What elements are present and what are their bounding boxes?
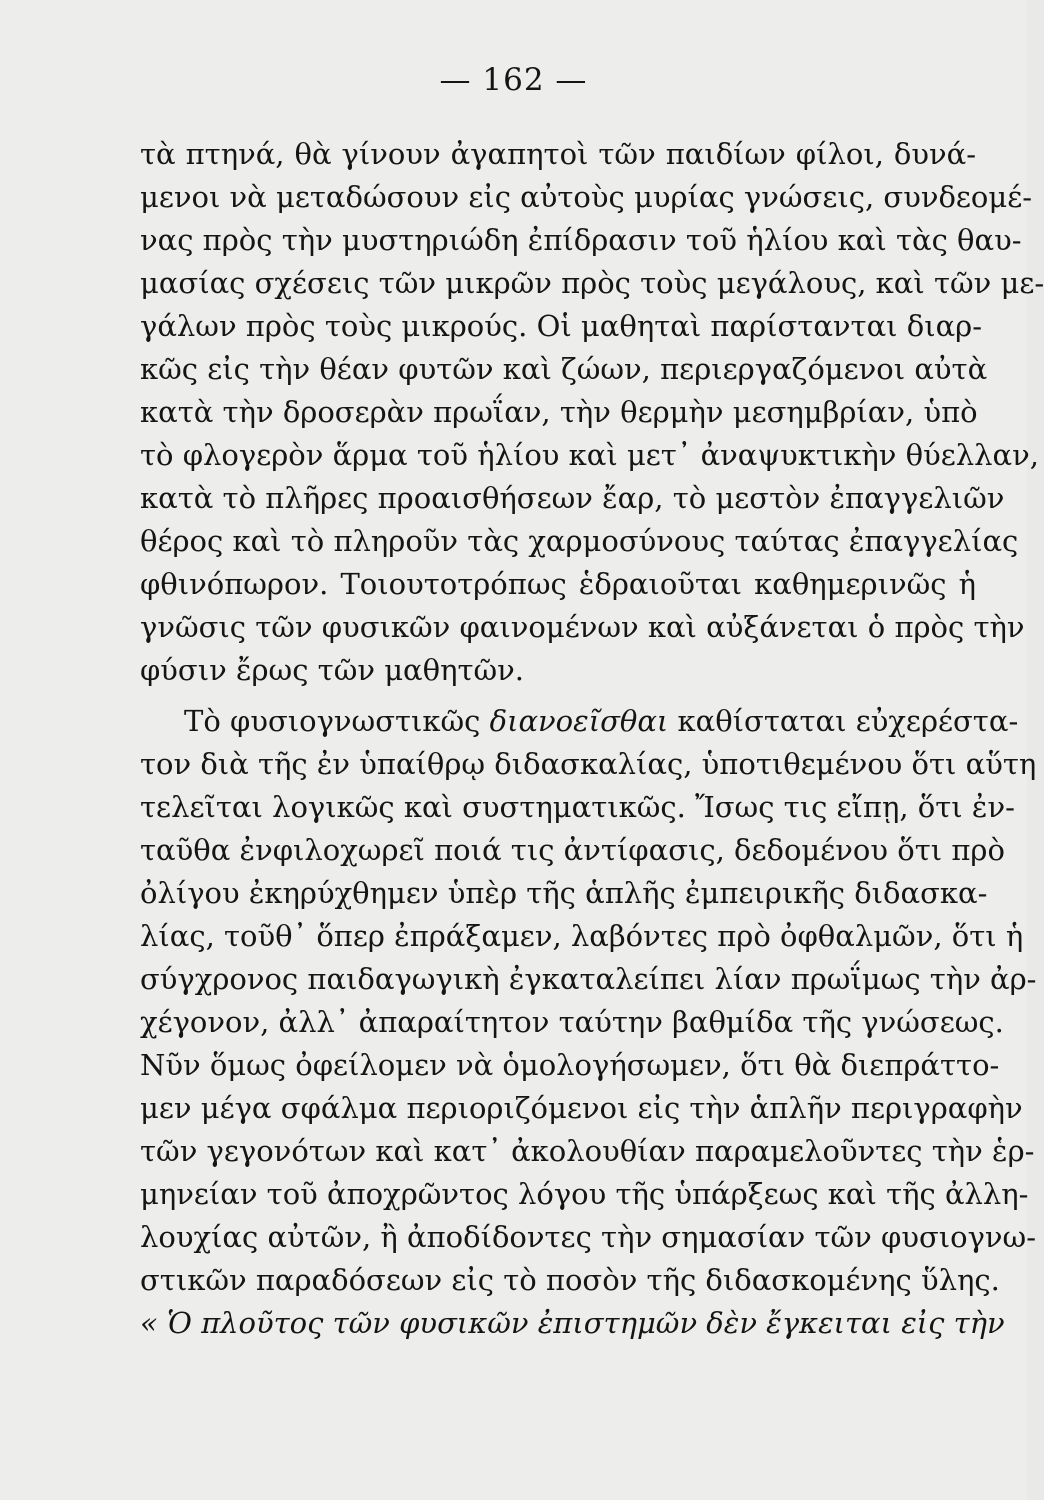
text-segment: καθίσταται εὐχερέστα- <box>668 704 1019 738</box>
quote-line: « Ὁ πλοῦτος τῶν φυσικῶν ἐπιστημῶν δὲν ἔγκειται εἰς τὴν <box>140 1306 1005 1340</box>
text-line: λουχίας αὐτῶν, ἢ ἀποδίδοντες τὴν σημασίαν τῶν φυσιογνω- <box>140 1220 1036 1254</box>
text-line: μηνείαν τοῦ ἀποχρῶντος λόγου τῆς ὑπάρξεως καὶ τῆς ἀλλη- <box>140 1177 1029 1211</box>
paragraph-1 <box>140 133 1044 692</box>
text-line: τὸ φλογερὸν ἅρμα τοῦ ἡλίου καὶ μετ᾽ ἀναψυκτικὴν θύελλαν, <box>140 438 1039 472</box>
text-line: κατὰ τὴν δροσερὰν πρωΐαν, τὴν θερμὴν μεσημβρίαν, ὑπὸ <box>140 395 978 429</box>
text-line: ὀλίγου ἐκηρύχθημεν ὑπὲρ τῆς ἁπλῆς ἐμπειρικῆς διδασκα- <box>140 876 988 910</box>
page-number: — 162 — <box>439 62 588 98</box>
text-line: τελεῖται λογικῶς καὶ συστηματικῶς. Ἴσως τις εἴπῃ, ὅτι ἐν- <box>140 790 1015 824</box>
italic-term: διανοεῖσθαι <box>489 704 669 738</box>
text-line: φύσιν ἔρως τῶν μαθητῶν. <box>140 653 525 687</box>
text-line: χέγονον, ἀλλ᾽ ἀπαραίτητον ταύτην βαθμίδα τῆς γνώσεως. <box>140 1005 1004 1039</box>
text-line: νας πρὸς τὴν μυστηριώδη ἐπίδρασιν τοῦ ἡλίου καὶ τὰς θαυ- <box>140 223 1022 257</box>
text-line: κατὰ τὸ πλῆρες προαισθήσεων ἔαρ, τὸ μεστὸν ἐπαγγελιῶν <box>140 481 1005 515</box>
paragraph-2-first-line <box>140 700 1019 743</box>
text-line: γάλων πρὸς τοὺς μικρούς. Οἱ μαθηταὶ παρίστανται διαρ- <box>140 309 983 343</box>
text-line: στικῶν παραδόσεων εἰς τὸ ποσὸν τῆς διδασκομένης ὕλης. <box>140 1263 1000 1297</box>
text-line: μεν μέγα σφάλμα περιοριζόμενοι εἰς τὴν ἁπλῆν περιγραφὴν <box>140 1091 1023 1125</box>
paragraph-2 <box>140 700 1037 1345</box>
text-line: τῶν γεγονότων καὶ κατ᾽ ἀκολουθίαν παραμελοῦντες τὴν ἑρ- <box>140 1134 1035 1168</box>
text-line: σύγχρονος παιδαγωγικὴ ἐγκαταλείπει λίαν πρωΐμως τὴν ἀρ- <box>140 962 1037 996</box>
text-line: ταῦθα ἐνφιλοχωρεῖ ποιά τις ἀντίφασις, δεδομένου ὅτι πρὸ <box>140 833 1005 867</box>
text-line: θέρος καὶ τὸ πληροῦν τὰς χαρμοσύνους ταύτας ἐπαγγελίας <box>140 524 1019 558</box>
text-line: γνῶσις τῶν φυσικῶν φαινομένων καὶ αὐξάνεται ὁ πρὸς τὴν <box>140 610 1025 644</box>
text-line: μενοι νὰ μεταδώσουν εἰς αὐτοὺς μυρίας γνώσεις, συνδεομέ- <box>140 180 1033 214</box>
text-line: κῶς εἰς τὴν θέαν φυτῶν καὶ ζώων, περιεργαζόμενοι αὐτὰ <box>140 352 988 386</box>
text-line: τον διὰ τῆς ἐν ὑπαίθρῳ διδασκαλίας, ὑποτιθεμένου ὅτι αὕτη <box>140 747 1037 781</box>
text-line: Νῦν ὅμως ὀφείλομεν νὰ ὁμολογήσωμεν, ὅτι θὰ διεπράττο- <box>140 1048 1000 1082</box>
text-segment: Τὸ φυσιογνωστικῶς <box>184 704 490 738</box>
text-line: μασίας σχέσεις τῶν μικρῶν πρὸς τοὺς μεγάλους, καὶ τῶν με- <box>140 266 1044 300</box>
text-line: φθινόπωρον. Τοιουτοτρόπως ἑδραιοῦται καθημερινῶς ἡ <box>140 567 976 601</box>
text-line: τὰ πτηνά, θὰ γίνουν ἀγαπητοὶ τῶν παιδίων φίλοι, δυνά- <box>140 137 976 171</box>
text-line: λίας, τοῦθ᾽ ὅπερ ἐπράξαμεν, λαβόντες πρὸ ὀφθαλμῶν, ὅτι ἡ <box>140 919 1024 953</box>
